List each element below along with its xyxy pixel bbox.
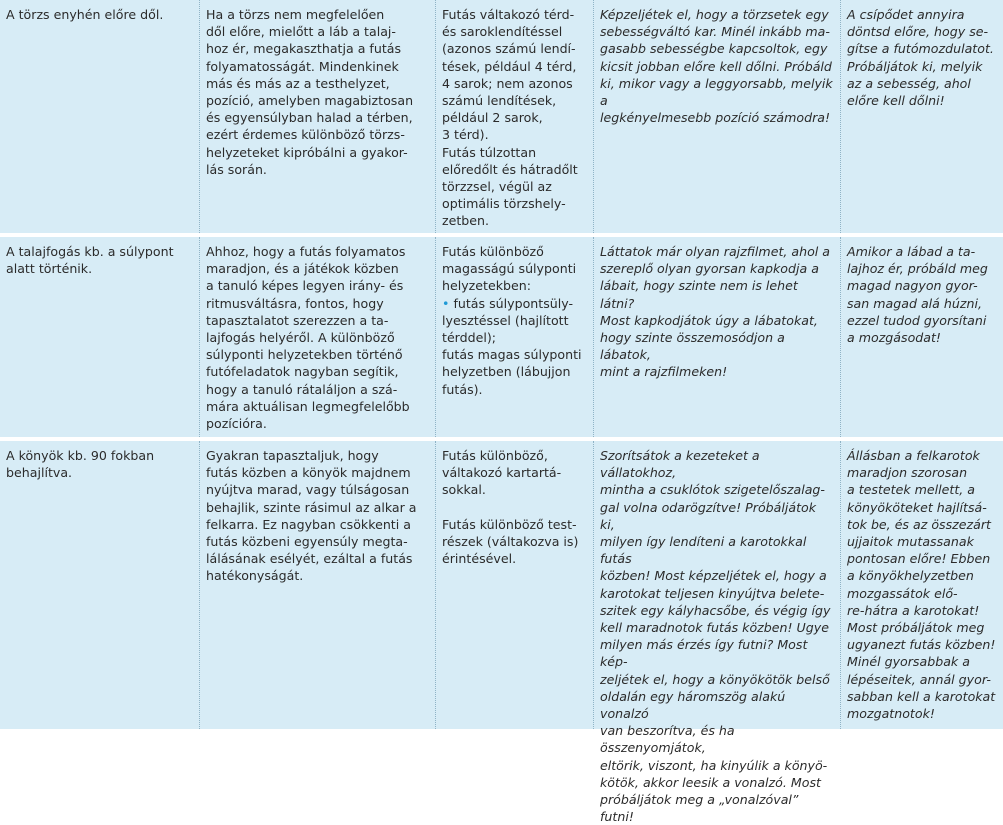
row-imagery-instruction: Láttatok már olyan rajzfilmet, ahol a szereplő olyan gyorsan kapkodja a lábait, hogy szinte nem is lehet látni? Most kapkodjátok úgy a lábatokat, hogy szinte összemosódjon a lábatok, mint a rajzfilmeken! [593,237,840,437]
row-tip: Amikor a lábad a ta- lajhoz ér, próbáld meg magad nagyon gyor- san magad alá húzni, ezzel tudod gyorsítani a mozgásodat! [840,237,1003,437]
exercise-text-a: Futás különböző, váltakozó kartartá- sokkal. [442,448,562,498]
row-criterion: A talajfogás kb. a súlypont alatt történik. [6,244,174,277]
table-row [0,0,1003,233]
table-row [0,237,1003,437]
row-tip: A csípődet annyira döntsd előre, hogy se- gítse a futómozdulatot. Próbáljátok ki, melyik az a sebesség, ahol előre kell dőlni! [840,0,1003,233]
exercise-bullet-text: futás súlypontsüly- lyesztéssel (hajlított térddel); futás magas súlyponti helyzetben (lábujjon futás). [442,295,582,397]
row-imagery-instruction: Szorítsátok a kezeteket a vállatokhoz, mintha a csuklótok szigetelőszalag- gal volna odarögzítve! Próbáljátok ki, milyen így lendíteni a karotokkal futás közben! Most képzeljétek el, hogy a karotokat teljesen kinyújtva belete- szitek egy kályhacsőbe, és végig így kell maradnotok futás közben! Ugye milyen más érzés így futni? Most kép- zeljétek el, hogy a könyökötök belső oldalán egy háromszög alakú vonalzó van beszorítva, és ha összenyomjátok, eltörik, viszont, ha kinyúlik a könyö- kötök, akkor leesik a vonalzó. Most próbáljátok meg a „vonalzóval” futni! [593,441,840,729]
row-explanation: Gyakran tapasztaljuk, hogy futás közben a könyök majdnem nyújtva marad, vagy túlságosan behajlik, szinte rásimul az alkar a felkarra. Ez nagyban csökkenti a futás közbeni egyensúly megta- lálásának esélyét, ezáltal a futás hatékonyságát. [199,441,435,729]
row-exercise [435,237,593,437]
paragraph-gap [442,499,587,516]
row-tip: Állásban a felkarotok maradjon szorosan a testetek mellett, a könyököteket hajlítsá- tok be, és az összezárt ujjaitok mutassanak pontosan előre! Ebben a könyökhelyzetben mozgassátok elő- re-hátra a karotokat! Most próbáljátok meg ugyanezt futás közben! Minél gyorsabbak a lépéseitek, annál gyor- sabban kell a karotokat mozgatnotok! [840,441,1003,729]
row-exercise [435,441,593,729]
exercise-intro: Futás különböző magasságú súlyponti helyzetekben: [442,244,577,294]
exercise-text-b: Futás különböző test- részek (váltakozva is) érintésével. [442,516,579,567]
row-imagery-instruction: Képzeljétek el, hogy a törzsetek egy sebességváltó kar. Minél inkább ma- gasabb sebességbe kapcsoltok, egy kicsit jobban előre kell dőlni. Próbáld ki, mikor vagy a leggyorsabb, melyik a legkényelmesebb pozíció számodra! [593,0,840,233]
table-row [0,441,1003,825]
row-criterion: A könyök kb. 90 fokban behajlítva. [6,448,155,481]
row-explanation: Ahhoz, hogy a futás folyamatos maradjon, és a játékok közben a tanuló képes legyen irány- és ritmusváltásra, fontos, hogy tapasztalatot szerezzen a ta- lajfogás helyéről. A különböző súlyponti helyzetekben történő futófeladatok nagyban segítik, hogy a tanuló rátaláljon a szá- mára aktuálisan legmegfelelőbb pozícióra. [199,237,435,437]
row-explanation: Ha a törzs nem megfelelően dől előre, mielőtt a láb a talaj- hoz ér, megakaszthatja a futás folyamatosságát. Mindenkinek más és más az a testhelyzet, pozíció, amelyben magabiztosan és egyensúlyban halad a térben, ezért érdemes különböző törzs- helyzeteket kipróbálni a gyakor- lás során. [199,0,435,233]
bullet-icon: • [442,295,450,311]
row-exercise: Futás váltakozó térd- és saroklendítéssel (azonos számú lendí- tések, például 4 térd, 4 sarok; nem azonos számú lendítések, például 2 sarok, 3 térd). Futás túlzottan előredőlt és hátradőlt törzzsel, végül az optimális törzshely- zetben. [435,0,593,233]
row-criterion: A törzs enyhén előre dől. [6,7,164,22]
